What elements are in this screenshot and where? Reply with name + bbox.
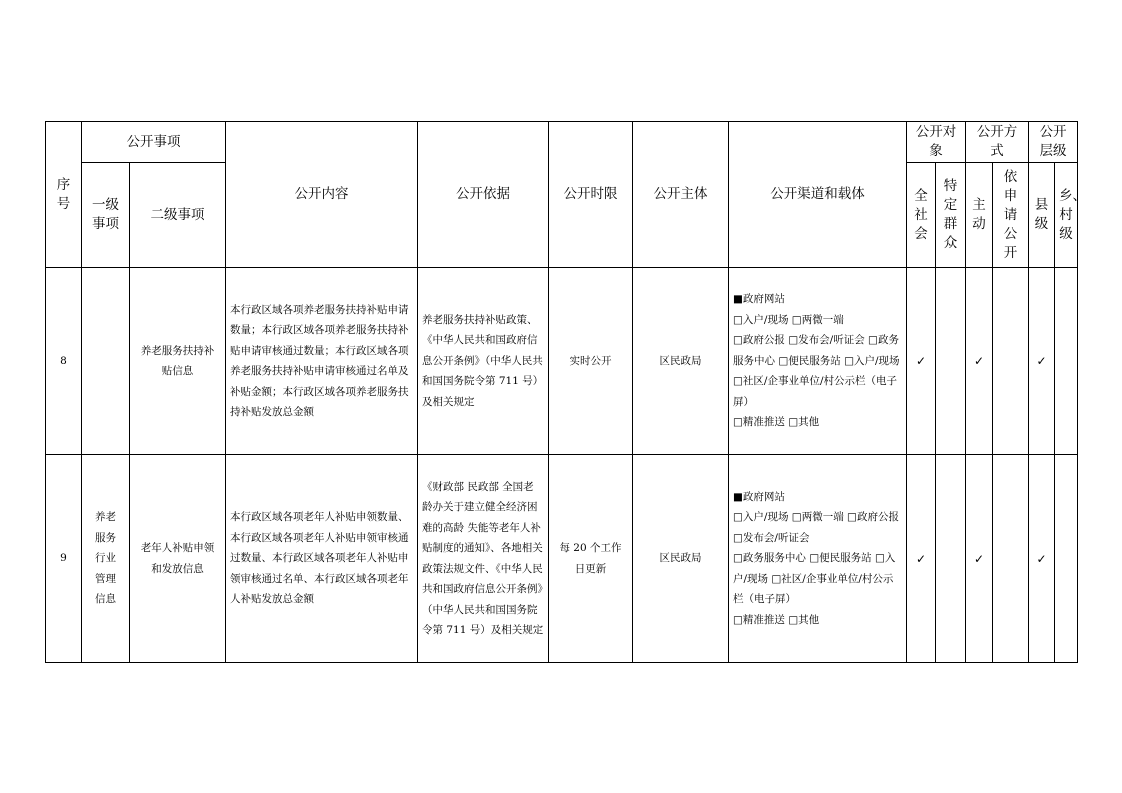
- row-specific-group-check: [936, 455, 966, 663]
- header-all-society: 全社会: [914, 187, 928, 242]
- row-active-check: ✓: [966, 268, 993, 455]
- row-content: 本行政区域各项养老服务扶持补贴申请数量；本行政区域各项养老服务扶持补贴申请审核通过数量；本行政区域各项养老服务扶持补贴申请审核通过名单及补贴金额；本行政区域各项养老服务扶持补贴发放总金额: [226, 268, 418, 455]
- row-channels: ■政府网站 □入户/现场 □两微一端 □政府公报 □发布会/听证会 □政务服务中心 □便民服务站 □入户/现场 □社区/企事业单位/村公示栏（电子屏） □精准推送 □其他: [729, 455, 907, 663]
- header-active: 主动: [972, 197, 986, 232]
- row-seq: 9: [46, 455, 82, 663]
- header-basis: 公开依据: [418, 122, 549, 268]
- header-channels: 公开渠道和载体: [729, 122, 907, 268]
- header-township: 乡、村级: [1059, 187, 1086, 242]
- row-basis: 养老服务扶持补贴政策、《中华人民共和国政府信息公开条例》（中华人民共和国国务院令第 711 号）及相关规定: [418, 268, 549, 455]
- row-on-request-check: [993, 455, 1029, 663]
- row-subject: 区民政局: [633, 455, 729, 663]
- row-township-check: [1055, 455, 1078, 663]
- row-all-society-check: ✓: [907, 455, 936, 663]
- header-subject: 公开主体: [633, 122, 729, 268]
- header-public-items: 公开事项: [82, 122, 226, 163]
- header-content: 公开内容: [226, 122, 418, 268]
- header-seq: 序 号: [46, 122, 82, 268]
- header-target: 公开对 象: [907, 122, 966, 163]
- row-seq: 8: [46, 268, 82, 455]
- row-time-limit: 每 20 个工作日更新: [549, 455, 633, 663]
- row-channels: ■政府网站 □入户/现场 □两微一端 □政府公报 □发布会/听证会 □政务服务中心 □便民服务站 □入户/现场 □社区/企事业单位/村公示栏（电子屏） □精准推送 □其他: [729, 268, 907, 455]
- row-specific-group-check: [936, 268, 966, 455]
- header-level2: 二级事项: [130, 163, 226, 268]
- row-content: 本行政区域各项老年人补贴申领数量、本行政区域各项老年人补贴申领审核通过数量、本行政区域各项老年人补贴申领审核通过名单、本行政区域各项老年人补贴发放总金额: [226, 455, 418, 663]
- row-level2: 养老服务扶持补贴信息: [130, 268, 226, 455]
- row-level2: 老年人补贴申领和发放信息: [130, 455, 226, 663]
- row-time-limit: 实时公开: [549, 268, 633, 455]
- header-method: 公开方 式: [966, 122, 1029, 163]
- disclosure-table: [45, 121, 1086, 663]
- row-township-check: [1055, 268, 1078, 455]
- header-level: 公开 层级: [1029, 122, 1078, 163]
- header-on-request: 依申请公开: [1003, 168, 1018, 261]
- row-all-society-check: ✓: [907, 268, 936, 455]
- row-level1: [82, 268, 130, 455]
- row-basis: 《财政部 民政部 全国老龄办关于建立健全经济困难的高龄 失能等老年人补贴制度的通知》、各地相关政策法规文件、《中华人民共和国政府信息公开条例》（中华人民共和国国务院令第 711 号）及相关规定: [418, 455, 549, 663]
- row-level1: 养老服务行业管理信息: [95, 511, 116, 606]
- table-row: [46, 455, 1078, 663]
- row-on-request-check: [993, 268, 1029, 455]
- header-county: 县级: [1034, 197, 1049, 232]
- header-specific-group: 特定群众: [943, 178, 958, 251]
- table-row: [46, 268, 1078, 455]
- row-county-check: ✓: [1029, 455, 1055, 663]
- row-county-check: ✓: [1029, 268, 1055, 455]
- header-time-limit: 公开时限: [549, 122, 633, 268]
- row-subject: 区民政局: [633, 268, 729, 455]
- header-level1: 一级 事项: [82, 163, 130, 268]
- row-active-check: ✓: [966, 455, 993, 663]
